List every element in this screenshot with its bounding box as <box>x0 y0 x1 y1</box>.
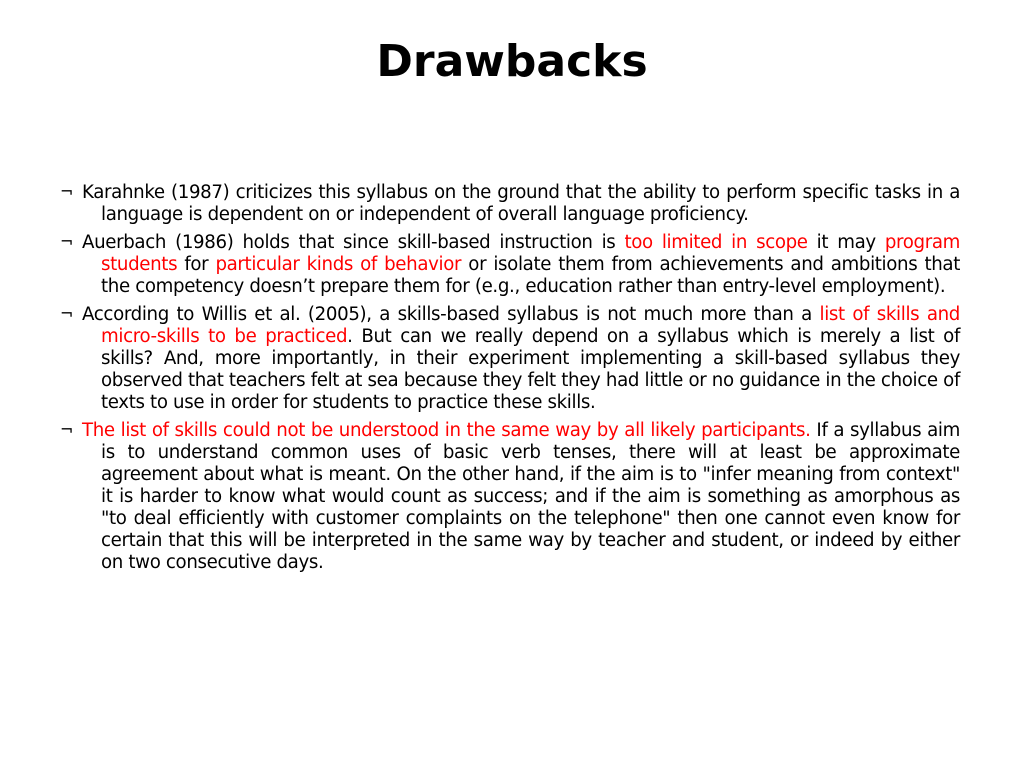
bullet-item <box>60 231 960 298</box>
bullet-symbol-icon: ¬ <box>60 420 74 439</box>
slide-title: Drawbacks <box>376 36 648 87</box>
bullet-symbol-icon: ¬ <box>60 182 74 201</box>
bullet-text: . But can we really depend on a syllabus which is merely a list of skills? And, more importantly, in their experiment implementing a skill-based syllabus they observed that teachers felt at sea because they felt they had little or no guidance in the choice of texts to use in order for students to practice these skills. <box>101 326 960 413</box>
highlighted-text: The list of skills could not be understood in the same way by all likely participants. <box>82 420 811 441</box>
bullet-text: for <box>177 254 216 275</box>
bullet-item <box>60 181 960 226</box>
bullet-item <box>60 419 960 574</box>
bullet-text: According to Willis et al. (2005), a skills-based syllabus is not much more than a <box>82 304 820 325</box>
bullet-symbol-icon: ¬ <box>60 232 74 251</box>
bullet-text: Auerbach (1986) holds that since skill-based instruction is <box>82 232 625 253</box>
highlighted-text: list of skills and micro-skills to be practiced <box>101 304 960 347</box>
bullet-text: Karahnke (1987) criticizes this syllabus on the ground that the ability to perform specific tasks in a language is dependent on or independent of overall language proficiency. <box>82 182 960 225</box>
highlighted-text: program students <box>101 232 960 275</box>
highlighted-text: too limited in scope <box>624 232 808 253</box>
bullet-symbol-icon: ¬ <box>60 304 74 323</box>
bullet-text: it may <box>807 232 885 253</box>
bullet-item <box>60 303 960 414</box>
highlighted-text: particular kinds of behavior <box>215 254 462 275</box>
bullet-text: If a syllabus aim is to understand common uses of basic verb tenses, there will at least be approximate agreement about what is meant. On the other hand, if the aim is to "infer meaning from context" it is harder to know what would count as success; and if the aim is something as amorphous as "to deal efficiently with customer complaints on the telephone" then one cannot even know for certain that this will be interpreted in the same way by teacher and student, or indeed by either on two consecutive days. <box>101 420 960 573</box>
slide-body <box>60 181 960 579</box>
bullet-text: or isolate them from achievements and ambitions that the competency doesn’t prepare them for (e.g., education rather than entry-level employment). <box>101 254 961 297</box>
